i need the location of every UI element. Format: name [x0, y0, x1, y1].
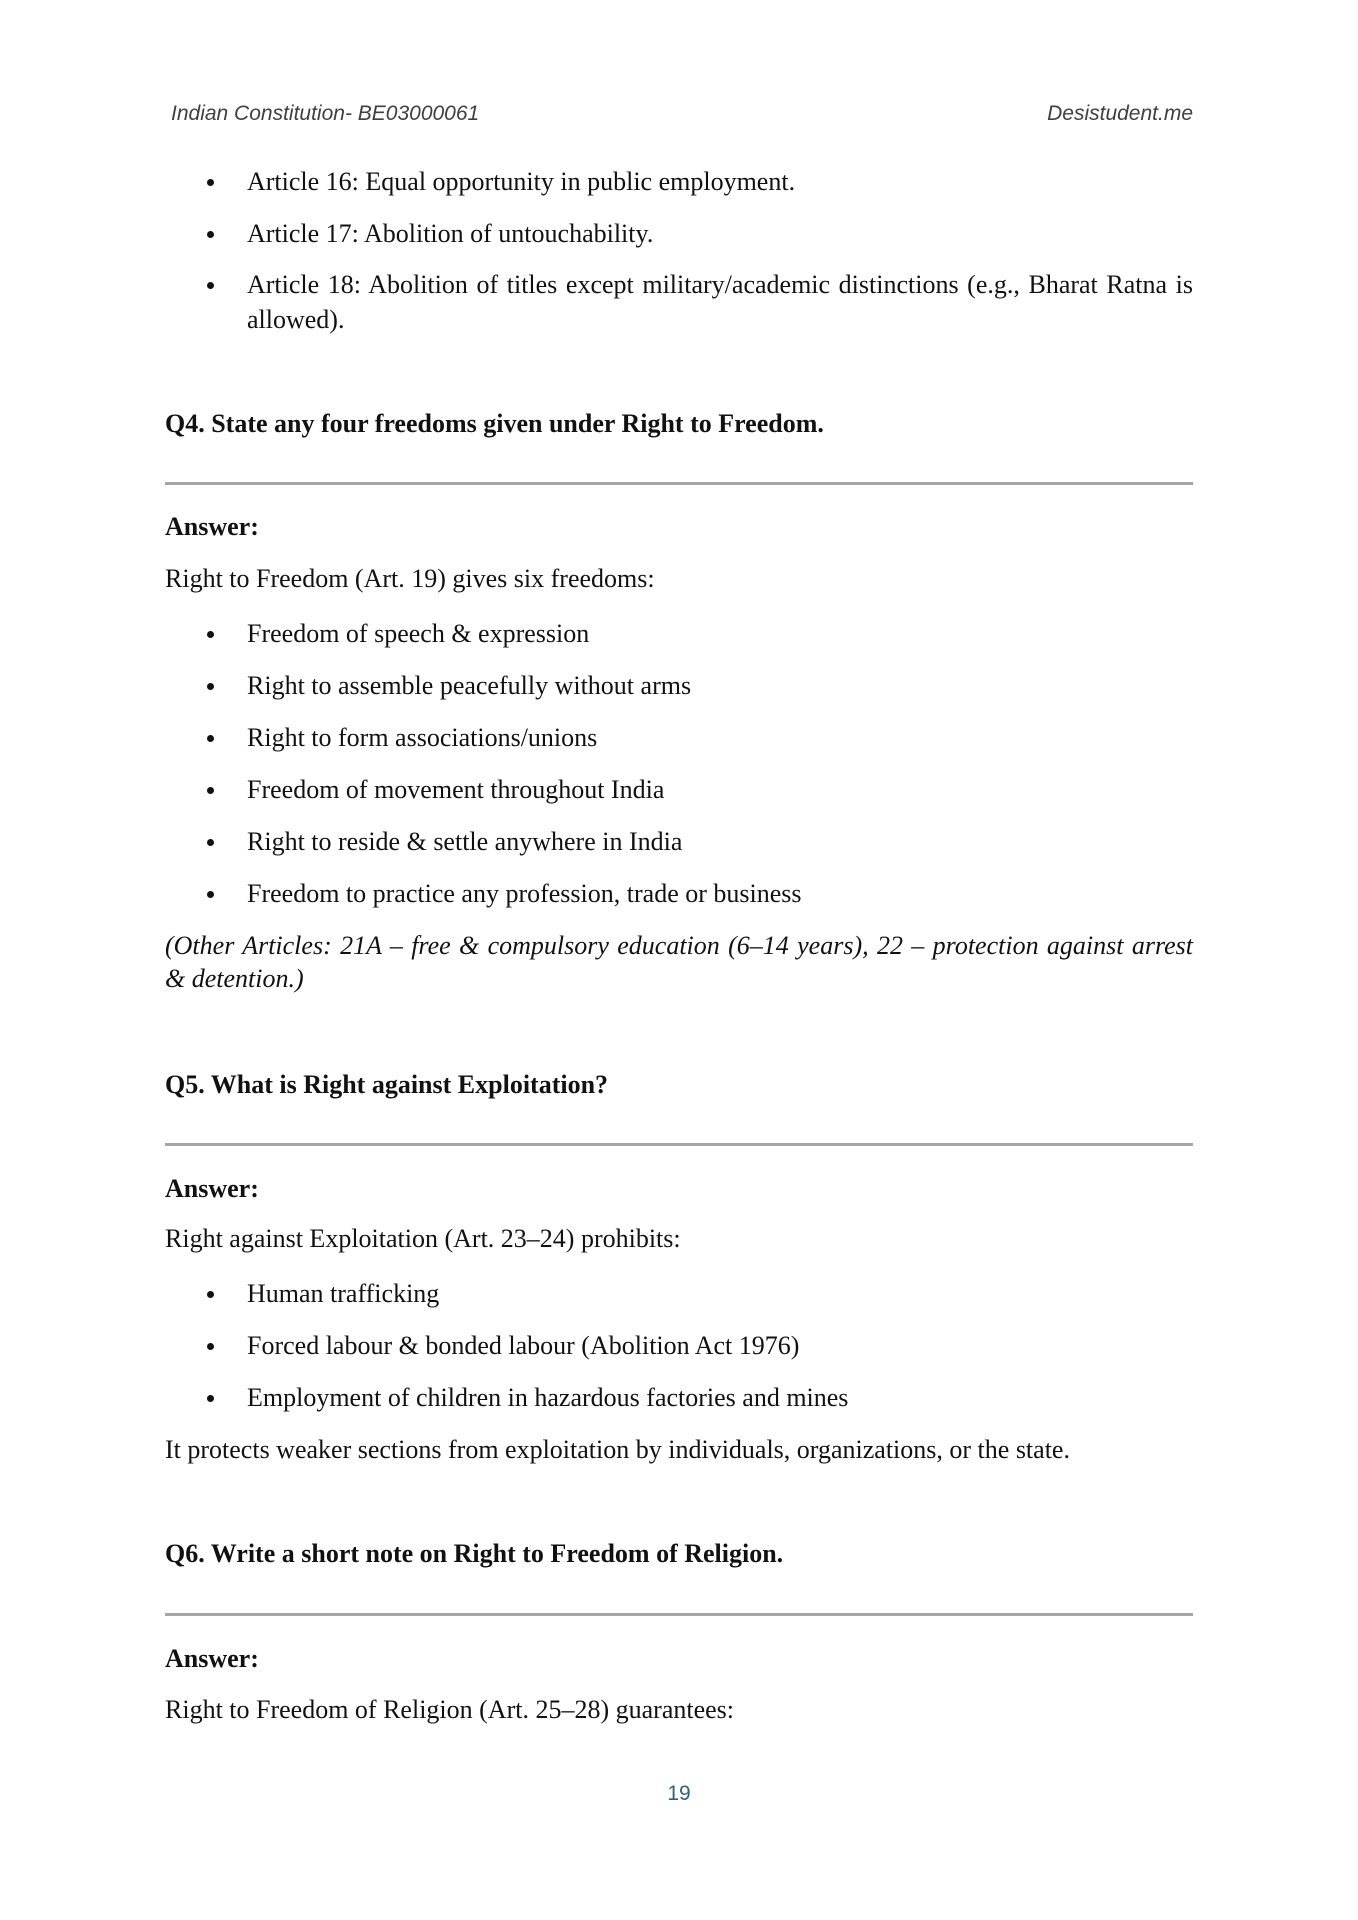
header-site-name: Desistudent.me [1047, 102, 1193, 125]
bullet-icon [207, 735, 214, 742]
list-item-text: Article 16: Equal opportunity in public employment. [247, 167, 796, 196]
answer-lead: Right to Freedom (Art. 19) gives six freedoms: [165, 564, 655, 593]
bullet-icon [207, 1343, 214, 1350]
bullet-icon [207, 1395, 214, 1402]
answer-label: Answer: [165, 1644, 259, 1673]
list-item-text: Right to form associations/unions [247, 723, 598, 752]
other-articles-note: (Other Articles: 21A – free & compulsory education (6–14 years), 22 – protection against arrest & detention.) [165, 931, 1193, 993]
bullet-icon [207, 231, 214, 238]
list-item-text: Right to assemble peacefully without arms [247, 671, 692, 700]
section-divider [165, 1143, 1193, 1146]
header-course-title: Indian Constitution- BE03000061 [171, 102, 480, 125]
list-item-text: Freedom to practice any profession, trade or business [247, 879, 802, 908]
list-item-text: Freedom of speech & expression [247, 619, 590, 648]
section-divider [165, 1613, 1193, 1616]
bullet-icon [207, 282, 214, 289]
question-heading-q6: Q6. Write a short note on Right to Freedom of Religion. [165, 1539, 784, 1568]
bullet-icon [207, 891, 214, 898]
section-divider [165, 482, 1193, 485]
page-number: 19 [667, 1782, 691, 1805]
question-heading-q4: Q4. State any four freedoms given under Right to Freedom. [165, 409, 824, 438]
list-item-text: Article 18: Abolition of titles except military/academic distinctions (e.g., Bharat Ratna is allowed). [247, 270, 1193, 334]
bullet-icon [207, 787, 214, 794]
answer-lead: Right to Freedom of Religion (Art. 25–28) guarantees: [165, 1695, 735, 1724]
bullet-icon [207, 839, 214, 846]
answer-lead: Right against Exploitation (Art. 23–24) prohibits: [165, 1224, 681, 1253]
bullet-icon [207, 683, 214, 690]
list-item-text: Human trafficking [247, 1279, 440, 1308]
list-item-text: Employment of children in hazardous factories and mines [247, 1383, 849, 1412]
bullet-icon [207, 179, 214, 186]
answer-closing: It protects weaker sections from exploitation by individuals, organizations, or the state. [165, 1435, 1070, 1464]
answer-label: Answer: [165, 512, 259, 541]
list-item-text: Forced labour & bonded labour (Abolition Act 1976) [247, 1331, 800, 1360]
answer-label: Answer: [165, 1174, 259, 1203]
list-item-text: Right to reside & settle anywhere in India [247, 827, 683, 856]
bullet-icon [207, 1291, 214, 1298]
bullet-icon [207, 631, 214, 638]
list-item-text: Freedom of movement throughout India [247, 775, 665, 804]
question-heading-q5: Q5. What is Right against Exploitation? [165, 1070, 609, 1099]
list-item-text: Article 17: Abolition of untouchability. [247, 219, 654, 248]
